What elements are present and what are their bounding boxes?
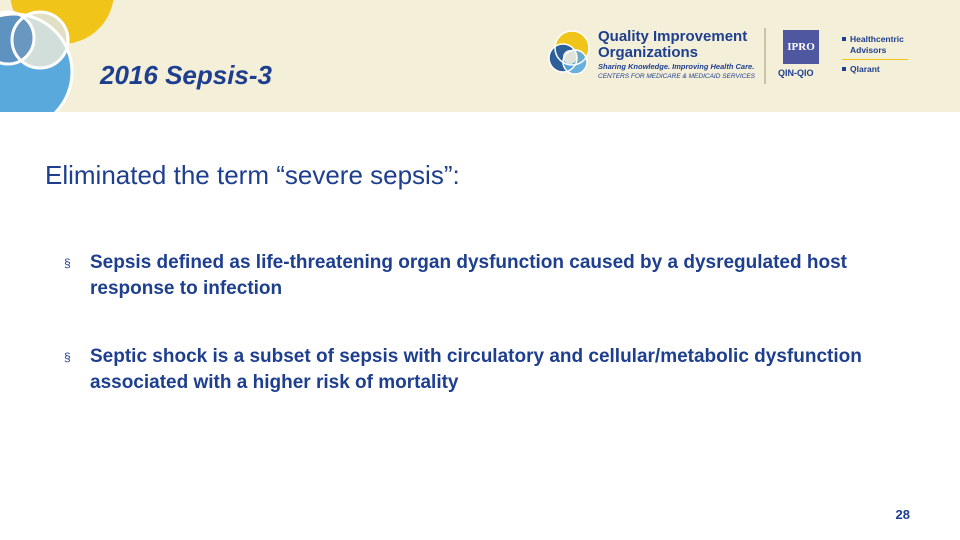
- qio-name-line2: Organizations: [598, 44, 699, 61]
- partner-item: [842, 45, 908, 56]
- page-number: 28: [895, 507, 910, 522]
- partner-list: [842, 34, 908, 75]
- bullet-square-icon: [842, 37, 846, 41]
- ipro-logo-subtext: QIN-QIO: [778, 68, 814, 78]
- qio-circles-logo-icon: [546, 28, 594, 80]
- bullet-marker-icon: §: [64, 256, 71, 270]
- bullet-square-icon: [842, 67, 846, 71]
- slide-heading: Eliminated the term “severe sepsis”:: [45, 160, 460, 190]
- partner-divider: [842, 59, 908, 60]
- bullet-text: Sepsis defined as life-threatening organ dysfunction caused by a dysregulated host response to infection: [90, 252, 847, 299]
- qio-tagline: Sharing Knowledge. Improving Health Care.: [598, 62, 755, 71]
- bullet-marker-icon: §: [64, 350, 71, 364]
- qio-logo-name: [598, 29, 747, 61]
- bullet-text: Septic shock is a subset of sepsis with circulatory and cellular/metabolic dysfunction associated with a higher risk of mortality: [90, 346, 862, 393]
- logo-divider: [764, 28, 766, 84]
- qio-subtitle: CENTERS FOR MEDICARE & MEDICAID SERVICES: [598, 73, 755, 80]
- partner-item: [842, 34, 908, 45]
- partner-name: Advisors: [850, 45, 887, 55]
- partner-item: [842, 64, 908, 75]
- bullet-item: [64, 250, 884, 302]
- partner-name: Qlarant: [850, 64, 880, 74]
- ipro-logo: IPRO: [783, 30, 819, 64]
- header-logos: [546, 22, 936, 90]
- slide-title: 2016 Sepsis-3: [100, 60, 273, 90]
- qio-name-line1: Quality Improvement: [598, 28, 748, 45]
- bullet-item: [64, 344, 884, 396]
- overlapping-circles-graphic: [0, 0, 120, 112]
- bullet-list: [64, 250, 884, 396]
- partner-name: Healthcentric: [850, 34, 904, 44]
